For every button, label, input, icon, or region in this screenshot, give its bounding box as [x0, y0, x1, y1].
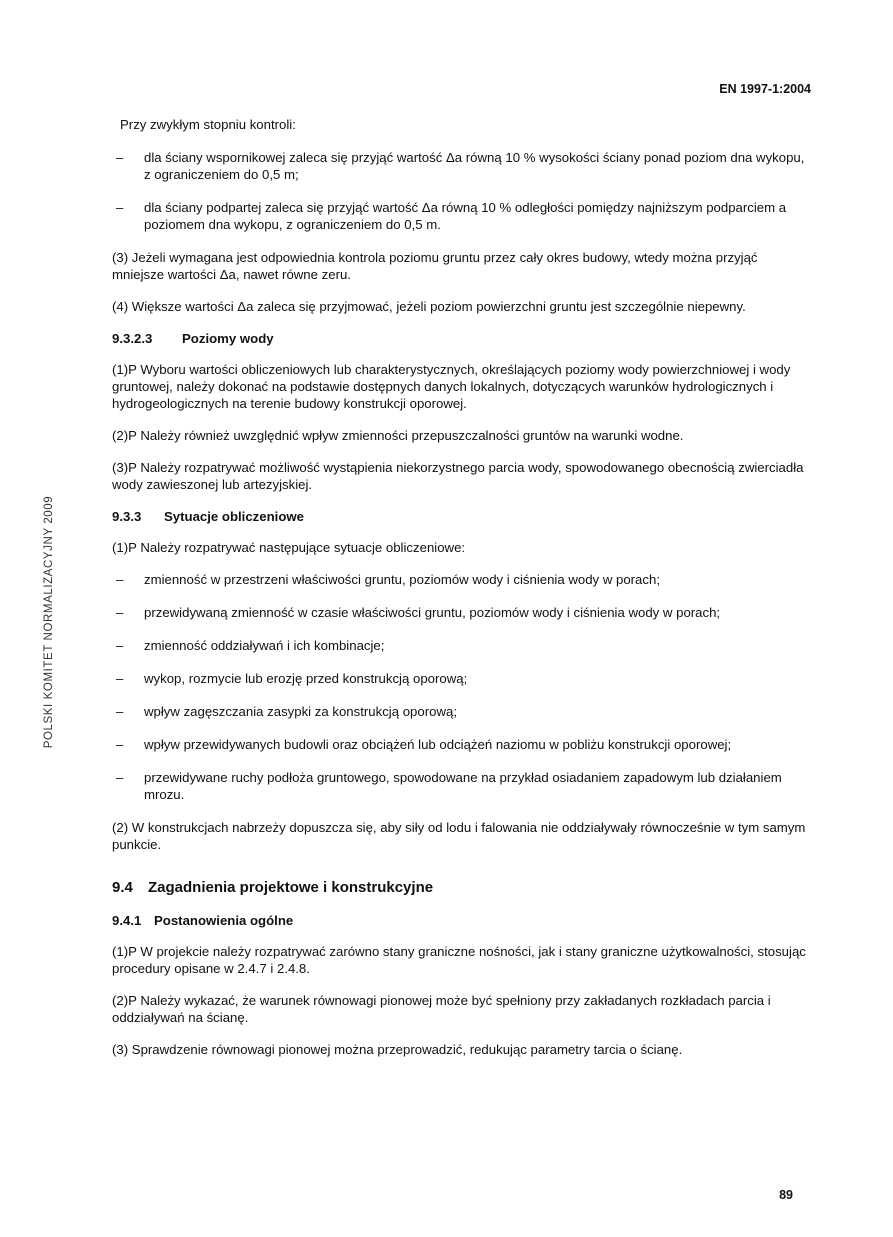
paragraph: (1)P Wyboru wartości obliczeniowych lub charakterystycznych, określających poziomy wody powierzchniowej i wody gruntowej, należy dokonać na podstawie dostępnych danych lokalnych, dotyczących warunków hydrologicznych i hydrogeologicznych na terenie budowy konstrukcji oporowej. — [112, 362, 791, 411]
dash-bullet: – — [116, 638, 124, 653]
dash-bullet: – — [116, 737, 124, 752]
heading-9-3-2-3: 9.3.2.3 Poziomy wody — [112, 331, 274, 346]
intro-text: Przy zwykłym stopniu kontroli: — [120, 117, 296, 132]
dash-bullet: – — [116, 150, 124, 165]
list-item: – dla ściany podpartej zaleca się przyjąć wartość Δa równą 10 % odległości pomiędzy najniższym podparciem a poziomem dna wykopu, z ograniczeniem do 0,5 m. — [116, 200, 787, 232]
paragraph-4: (4) Większe wartości Δa zaleca się przyjmować, jeżeli poziom powierzchni gruntu jest szczególnie niepewny. — [112, 299, 746, 314]
dash-bullet: – — [116, 704, 124, 719]
dash-bullet: – — [116, 770, 124, 785]
paragraph: (2)P Należy również uwzględnić wpływ zmienności przepuszczalności gruntów na warunki wodne. — [112, 428, 684, 443]
paragraph-3: (3) Jeżeli wymagana jest odpowiednia kontrola poziomu gruntu przez cały okres budowy, wtedy można przyjąć mniejsze wartości Δa, nawet równe zeru. — [112, 250, 758, 282]
list-item: – wpływ zagęszczania zasypki za konstrukcją oporową; — [116, 704, 457, 719]
page-content — [112, 116, 812, 1073]
list-item: – przewidywane ruchy podłoża gruntowego, spowodowane na przykład osiadaniem zapadowym lub działaniem mrozu. — [116, 770, 782, 802]
paragraph: (2)P Należy wykazać, że warunek równowagi pionowej może być spełniony przy zakładanych rozkładach parcia i oddziaływań na ścianę. — [112, 993, 771, 1025]
document-id: EN 1997-1:2004 — [719, 82, 811, 96]
paragraph: (3)P Należy rozpatrywać możliwość wystąpienia niekorzystnego parcia wody, spowodowanego obecnością zwierciadła wody zawieszonej lub artezyjskiej. — [112, 460, 804, 492]
heading-9-4: 9.4 Zagadnienia projektowe i konstrukcyjne — [112, 879, 434, 896]
dash-bullet: – — [116, 605, 124, 620]
dash-bullet: – — [116, 572, 124, 587]
list-item: – zmienność oddziaływań i ich kombinacje; — [116, 638, 385, 653]
paragraph: (1)P Należy rozpatrywać następujące sytuacje obliczeniowe: — [112, 540, 466, 555]
page-number: 89 — [779, 1188, 793, 1202]
heading-9-3-3: 9.3.3 Sytuacje obliczeniowe — [112, 509, 304, 524]
paragraph: (2) W konstrukcjach nabrzeży dopuszcza się, aby siły od lodu i falowania nie oddziaływały równocześnie w tym samym punkcie. — [112, 820, 806, 852]
side-watermark: POLSKI KOMITET NORMALIZACYJNY 2009 — [43, 495, 55, 749]
dash-bullet: – — [116, 671, 124, 686]
list-item: – zmienność w przestrzeni właściwości gruntu, poziomów wody i ciśnienia wody w porach; — [116, 572, 660, 587]
list-item: – przewidywaną zmienność w czasie właściwości gruntu, poziomów wody i ciśnienia wody w porach; — [116, 605, 721, 620]
heading-9-4-1: 9.4.1 Postanowienia ogólne — [112, 913, 294, 928]
paragraph: (1)P W projekcie należy rozpatrywać zarówno stany graniczne nośności, jak i stany graniczne użytkowalności, stosując procedury opisane w 2.4.7 i 2.4.8. — [112, 944, 806, 976]
paragraph: (3) Sprawdzenie równowagi pionowej można przeprowadzić, redukując parametry tarcia o ścianę. — [112, 1042, 683, 1057]
list-item: – wykop, rozmycie lub erozję przed konstrukcją oporową; — [116, 671, 468, 686]
list-item: – wpływ przewidywanych budowli oraz obciążeń lub odciążeń naziomu w pobliżu konstrukcji oporowej; — [116, 737, 732, 752]
list-item: – dla ściany wspornikowej zaleca się przyjąć wartość Δa równą 10 % wysokości ściany ponad poziom dna wykopu, z ograniczeniem do 0,5 m; — [116, 150, 805, 182]
control-list — [112, 149, 812, 233]
dash-bullet: – — [116, 200, 124, 215]
situation-list — [112, 571, 812, 803]
